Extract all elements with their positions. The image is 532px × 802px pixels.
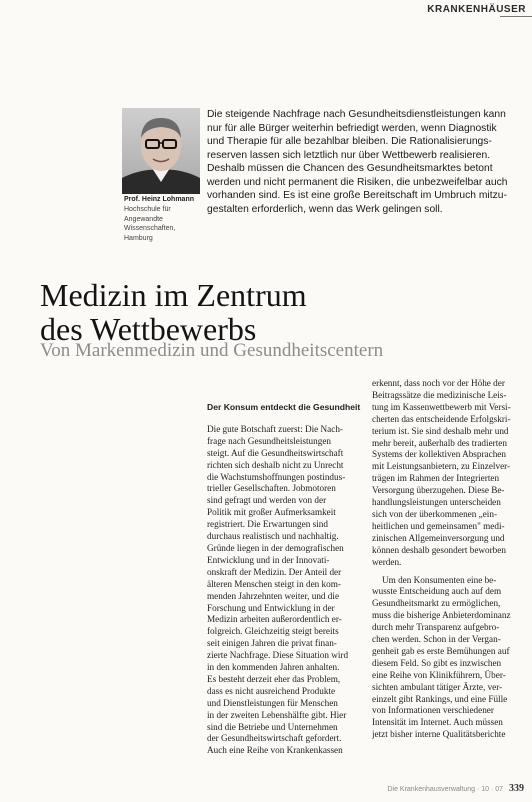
section-label: KRANKENHÄUSER (427, 4, 526, 15)
body-line: einzelt gibt Rankings, und eine Fülle (372, 693, 508, 704)
body-line: Gründe liegen in der demografischen (207, 542, 344, 553)
page-footer (387, 783, 524, 794)
intro-line: Die steigende Nachfrage nach Gesundheitsdienstleistungen kann (207, 109, 506, 120)
body-line: eine Reihe von Klinikführern, Über- (372, 669, 506, 680)
body-line: durchaus realistisch und nachhaltig. (207, 531, 339, 542)
body-line: Auch eine Reihe von Krankenkassen (207, 745, 343, 756)
body-line: sind die Betriebe und Unternehmen (207, 721, 338, 732)
body-line: jetzt bisher interne Qualitätsberichte (372, 729, 506, 740)
body-line: handlungsleistungen unterscheiden (372, 497, 501, 508)
body-line: Um den Konsumenten eine be- (382, 574, 497, 585)
body-line: die Wachstumshoffnungen postindus- (207, 471, 346, 482)
body-line: Medizin arbeiten außerordentlich er- (207, 614, 342, 625)
body-line: muss die bisherige Anbieterdominanz (372, 610, 511, 621)
body-line: trägen im Rahmen der Integrierten (372, 473, 500, 484)
body-line: registriert. Die Erwartungen sind (207, 519, 328, 530)
intro-text (207, 108, 527, 216)
body-line: Systems der kollektiven Absprachen (372, 449, 506, 460)
article-headline (40, 278, 500, 346)
body-line: der Gesundheitswirtschaft gefordert. (207, 733, 342, 744)
body-line: Intensität im Internet. Auch müssen (372, 717, 503, 728)
body-line: wusste Entscheidung auch auf dem (372, 586, 502, 597)
body-line: genheit gab es erste Bemühungen auf (372, 645, 510, 656)
header-rule (500, 16, 532, 17)
author-name: Prof. Heinz Lohmann (124, 196, 194, 203)
body-line: sich von der überkommenen „ein- (372, 508, 498, 519)
body-line: erkennt, dass noch vor der Höhe der (372, 378, 505, 388)
body-line: können deshalb gesondert beworben (372, 544, 506, 555)
author-affiliation: Hochschule für Angewandte Wissenschaften, Hamburg (124, 206, 176, 242)
intro-line: nur für alle Bürger weiterhin befriedigt werden, wenn Diagnostik (207, 122, 497, 134)
article-subheadline: Von Markenmedizin und Gesundheitscentern (40, 340, 384, 361)
body-line: sichten ambulant tätiger Ärzte, ver- (372, 681, 503, 692)
body-line: Gesundheitsmarkt zu ermöglichen, (372, 598, 501, 609)
body-line: mit Leistungsanbietern, zu Einzelver- (372, 461, 511, 472)
page-header (0, 0, 532, 26)
body-line: tung im Kassenwettbewerb mit Versi- (372, 401, 511, 412)
intro-line: werden und nicht permanent die Risiken, die unbezweifelbar auch (207, 176, 508, 188)
body-line: zierte Nachfrage. Diese Situation wird (207, 650, 349, 661)
body-line: Die gute Botschaft zuerst: Die Nach- (207, 423, 343, 434)
body-line: steigt. Auf die Gesundheitswirtschaft (207, 447, 344, 458)
body-line: trieller Gesellschaften. Jobmotoren (207, 483, 336, 494)
body-line: mehr bereit, außerhalb des tradierten (372, 437, 507, 448)
body-column-right (372, 378, 527, 741)
body-line: werden. (372, 556, 402, 567)
intro-line: vorhanden sind. Es ist eine große Bereitschaft im Umbruch mitzu- (207, 190, 507, 201)
body-line: Politik mit großer Aufmerksamkeit (207, 507, 336, 518)
page-number: 339 (509, 783, 524, 794)
headline-line: Medizin im Zentrum (40, 277, 307, 313)
body-line: onskraft der Medizin. Der Anteil der (207, 566, 342, 577)
intro-line: Deshalb müssen die Chancen des Gesundheitsmarktes betont (207, 163, 493, 174)
body-line: in der zweiten Lebenshälfte gibt. Hier (207, 709, 347, 720)
body-line: chen werden. Schon in der Vergan- (372, 634, 501, 645)
body-line: Entwicklung und in der Innovati- (207, 554, 330, 565)
body-line: heitlichen und gemeinsamen" medi- (372, 520, 505, 531)
intro-line: reserven lassen sich letztlich nur über Wettbewerb realisieren. (207, 149, 491, 161)
intro-line: und Therapie für alle bezahlbar bleiben. Die Rationalisierungs- (207, 136, 492, 147)
body-line: Beitragssätze die medizinische Leis- (372, 389, 507, 400)
author-portrait-image (122, 108, 200, 194)
section-heading: Der Konsum entdeckt die Gesundheit (207, 402, 361, 412)
journal-name: Die Krankenhausverwaltung · 10 · 07 (387, 786, 504, 793)
body-line: folgreich. Gleichzeitig steigt bereits (207, 626, 339, 637)
body-line: und Dienstleistungen für Menschen (207, 697, 338, 708)
body-line: terium ist. Sie sind deshalb mehr und (372, 425, 509, 436)
body-line: Es besteht derzeit eher das Problem, (207, 673, 341, 684)
body-line: seit einigen Jahren die privat finan- (207, 638, 337, 649)
body-line: älteren Menschen steigt in den kom- (207, 578, 341, 589)
body-line: richten sich deshalb nicht zu Unrecht (207, 459, 344, 470)
body-line: zinischen Allgemeinversorgung und (372, 532, 505, 543)
body-line: dass es nicht ausreichend Produkte (207, 685, 336, 696)
author-photo (122, 108, 200, 194)
body-column-left (207, 402, 362, 757)
body-line: sind gefragt und werden von der (207, 495, 327, 506)
body-line: cherten das entscheidende Erfolgskri- (372, 413, 511, 424)
body-line: Forschung und Entwicklung in der (207, 602, 335, 613)
body-line: in den kommenden Jahren anhalten. (207, 662, 340, 673)
body-line: durch mehr Transparenz aufgebro- (372, 622, 500, 633)
body-line: frage nach Gesundheitsleistungen (207, 435, 331, 446)
headline-line: des Wettbewerbs (40, 311, 257, 347)
body-line: von Informationen verschiedener (372, 705, 494, 716)
intro-line: gestalten erforderlich, wenn das Werk gelingen soll. (207, 203, 443, 215)
body-line: menden Jahrzehnten weiter, und die (207, 590, 340, 601)
body-line: diesem Feld. So gibt es inzwischen (372, 657, 502, 668)
body-line: Versorgung überzugehen. Diese Be- (372, 485, 505, 496)
